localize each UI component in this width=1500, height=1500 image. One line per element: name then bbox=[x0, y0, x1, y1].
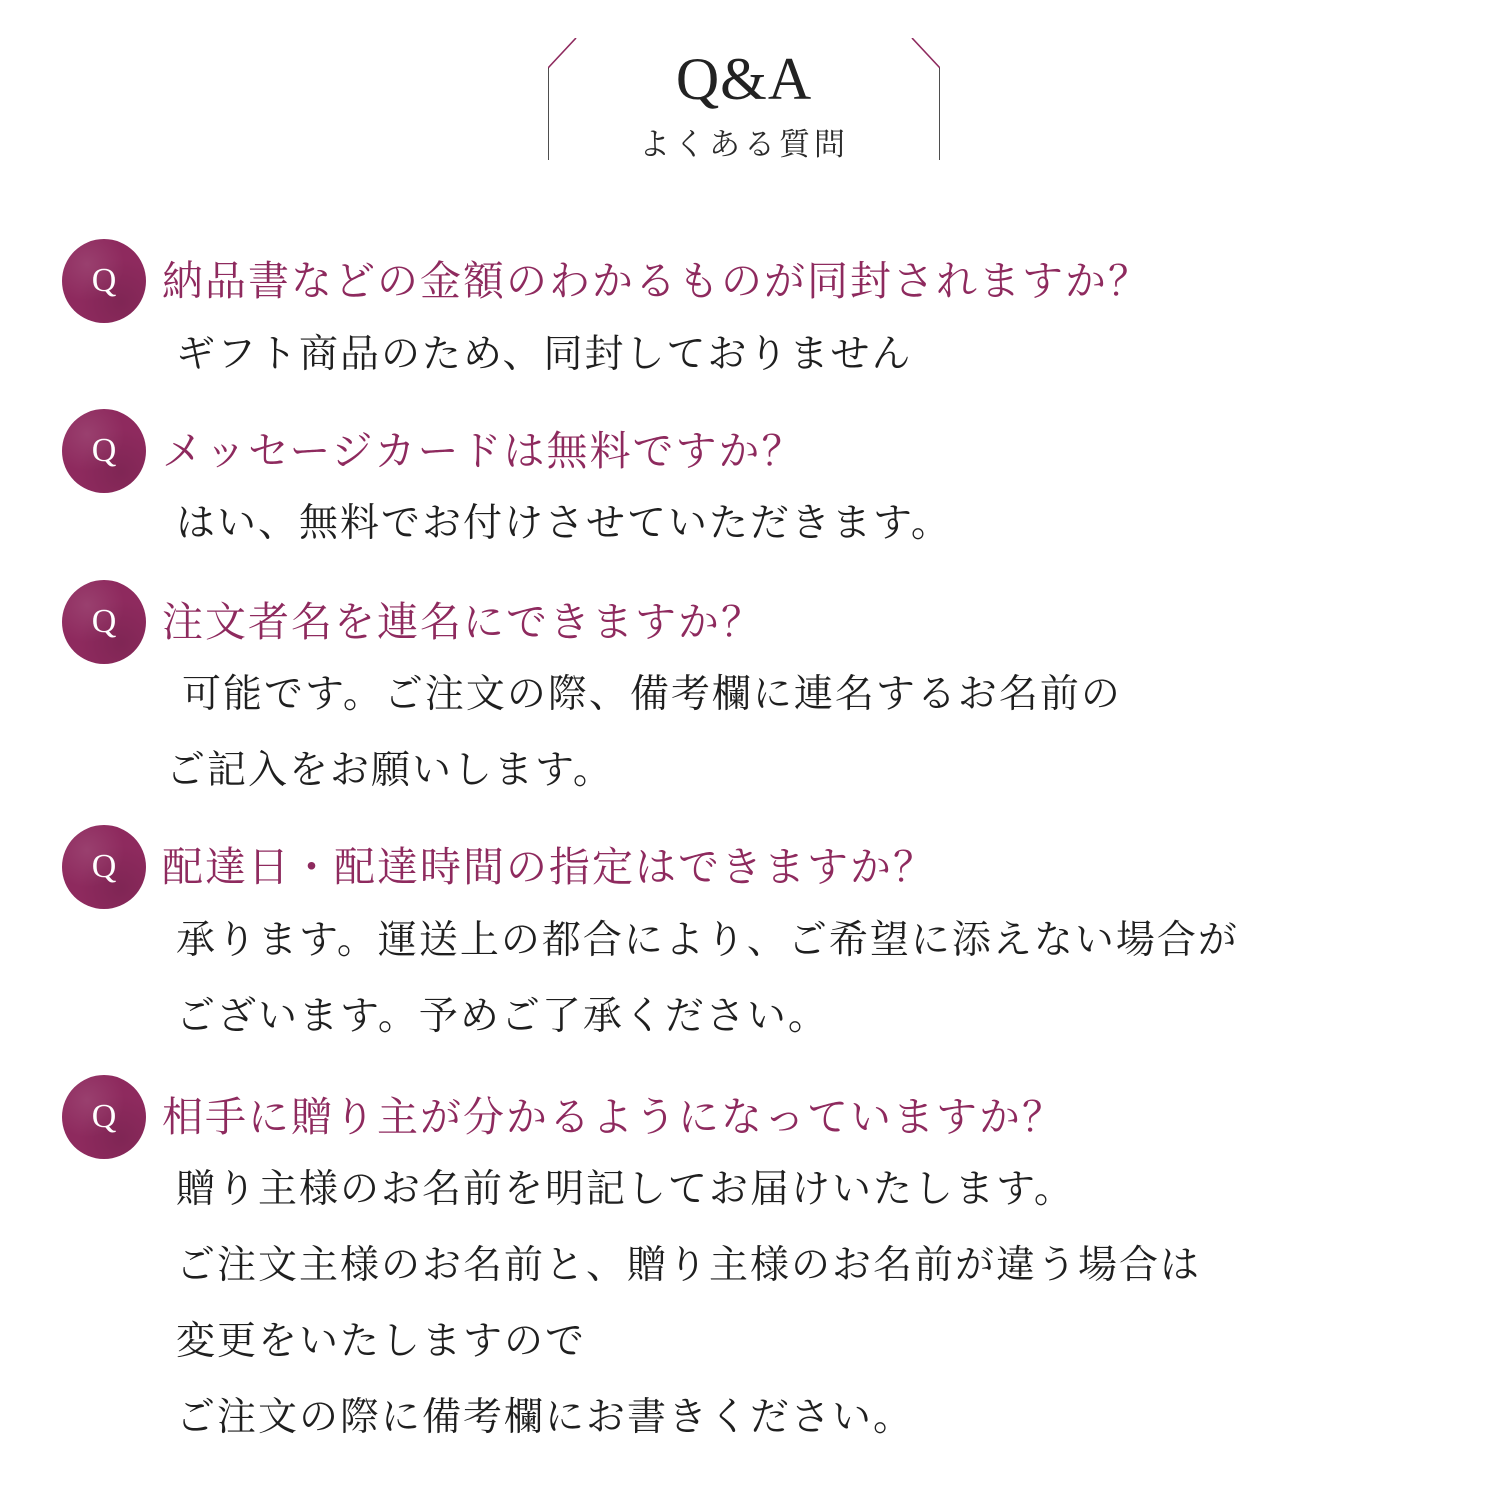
faq-question: 相手に贈り主が分かるようになっていますか？ bbox=[162, 1093, 1065, 1141]
q-badge-label: Q bbox=[91, 603, 117, 640]
q-badge bbox=[62, 1075, 146, 1159]
q-badge-label: Q bbox=[91, 848, 117, 885]
q-badge-label: Q bbox=[91, 262, 117, 299]
faq-answer-line: ございます。予めご了承ください。 bbox=[176, 994, 829, 1039]
faq-question: 配達日・配達時間の指定はできますか？ bbox=[162, 843, 936, 891]
page-subtitle: よくある質問 bbox=[639, 127, 849, 163]
q-badge-label: Q bbox=[91, 1098, 117, 1135]
q-badge bbox=[62, 825, 146, 909]
faq-answer-line: ご注文主様のお名前と、贈り主様のお名前が違う場合は bbox=[176, 1243, 1202, 1288]
q-badge bbox=[62, 409, 146, 493]
q-badge bbox=[62, 239, 146, 323]
faq-answer-line: ご記入をお願いします。 bbox=[166, 748, 614, 793]
faq-question: 納品書などの金額のわかるものが同封されますか？ bbox=[162, 257, 1151, 305]
faq-answer-line: 承ります。運送上の都合により、ご希望に添えない場合が bbox=[176, 918, 1239, 963]
q-badge-label: Q bbox=[91, 432, 117, 469]
faq-answer-line: ギフト商品のため、同封しておりません bbox=[176, 332, 913, 377]
faq-answer-line: 可能です。ご注文の際、備考欄に連名するお名前の bbox=[182, 672, 1122, 717]
qa-header bbox=[548, 38, 940, 163]
faq-question: 注文者名を連名にできますか？ bbox=[162, 598, 764, 646]
q-badge bbox=[62, 580, 146, 664]
faq-answer-line: はい、無料でお付けさせていただきます。 bbox=[176, 501, 952, 546]
faq-answer-line: 変更をいたしますので bbox=[176, 1319, 587, 1364]
faq-answer-line: 贈り主様のお名前を明記してお届けいたします。 bbox=[176, 1167, 1075, 1212]
page-title: Q&A bbox=[675, 46, 813, 112]
faq-answer-line: ご注文の際に備考欄にお書きください。 bbox=[176, 1395, 915, 1440]
faq-question: メッセージカードは無料ですか？ bbox=[162, 427, 805, 475]
